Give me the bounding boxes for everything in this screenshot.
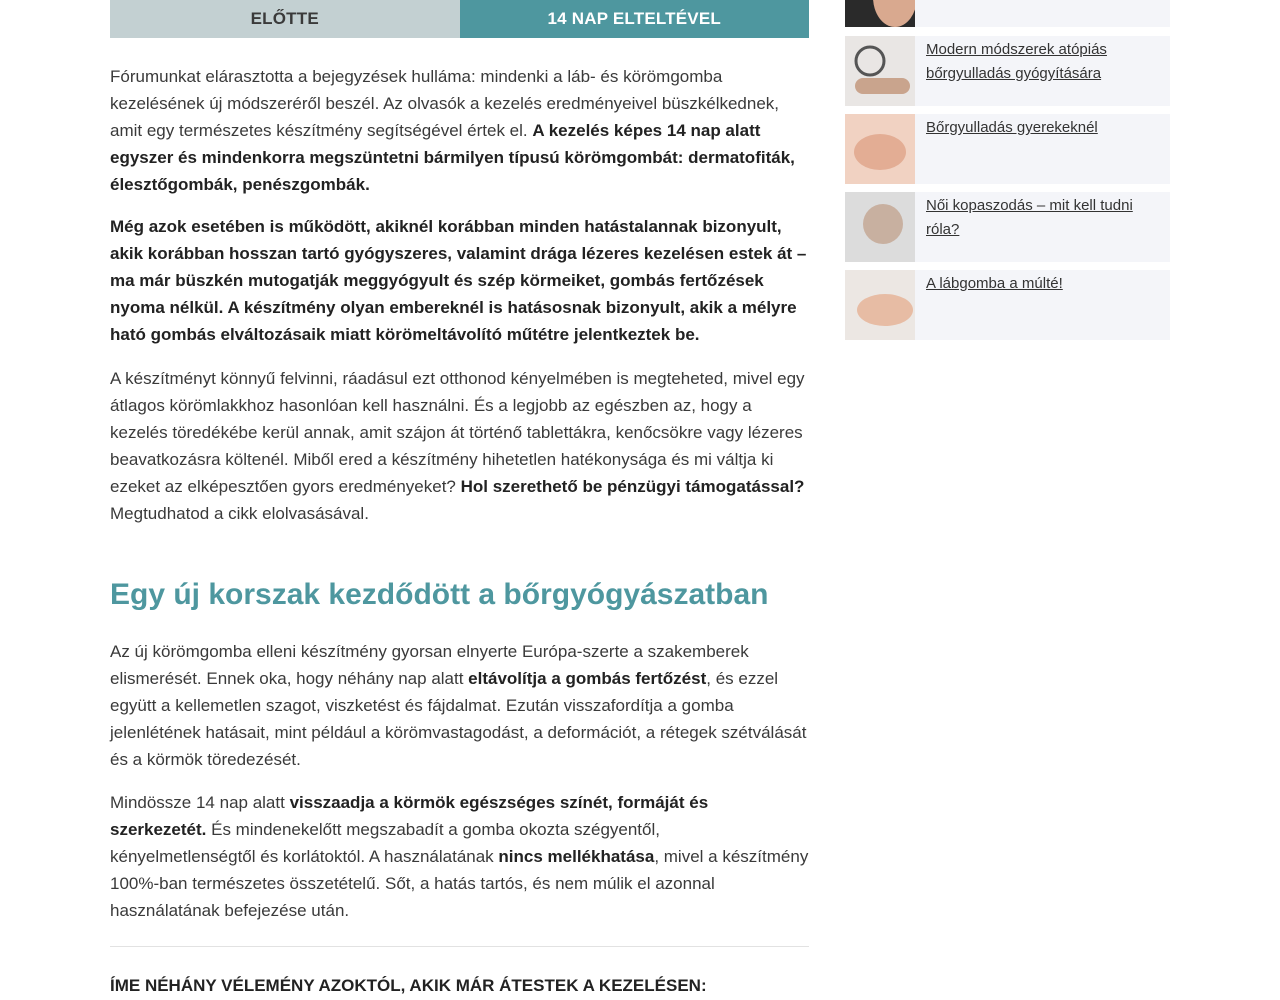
recognition-highlight: eltávolítja a gombás fertőzést — [468, 669, 707, 688]
intro-paragraph — [110, 63, 809, 198]
sidebar-item-2[interactable] — [845, 114, 1170, 184]
thumb-head — [863, 204, 903, 244]
recognition-paragraph — [110, 638, 809, 773]
success-paragraph — [110, 213, 809, 348]
tab-after[interactable]: 14 NAP ELTELTÉVEL — [460, 0, 810, 38]
sidebar-link-2[interactable]: Bőrgyulladás gyerekeknél — [926, 119, 1098, 136]
before-after-tabs — [110, 0, 809, 38]
results-highlight-b: visszaadja a körmök egészséges színét, formáját és szerkezetét. — [110, 793, 709, 839]
recognition-text-a: Az új körömgomba elleni készítmény gyorsan elnyerte Európa-szerte a szakemberek elismerését. Ennek oka, hogy néhány nap alatt — [110, 642, 749, 688]
usage-tail: Megtudhatod a cikk elolvasásával. — [110, 504, 369, 523]
sidebar-item-3[interactable] — [845, 192, 1170, 262]
sidebar-item-4[interactable] — [845, 270, 1170, 340]
usage-text: A készítményt könnyű felvinni, ráadásul ezt otthonod kényelmében is megteheted, mivel egy átlagos körömlakkhoz hasonlóan kell használni. És a legjobb az egészben az, hogy a kezelés töredékébe kerül annak, amit szájon át történő tablettákra, kenőcsökre vagy lézeres beavatkozásra költenél. Miből ered a készítmény hihetetlen hatékonysága és mi váltja ki ezeket az elképesztően gyors eredményeket? — [110, 369, 805, 496]
intro-text: Fórumunkat elárasztotta a bejegyzések hulláma: mindenki a láb- és körömgomba kezelésének új módszeréről beszél. Az olvasók a kezelés eredményeivel büszkélkednek, amit egy természetes készítmény segítségével értek el. — [110, 67, 780, 140]
sidebar-thumb-1[interactable] — [845, 36, 915, 106]
usage-paragraph — [110, 365, 809, 527]
opinions-title: ÍME NÉHÁNY VÉLEMÉNY AZOKTÓL, AKIK MÁR ÁTESTEK A KEZELÉSEN: — [110, 976, 707, 995]
sidebar-thumb-0[interactable] — [845, 0, 915, 27]
sidebar-link-4[interactable]: A lábgomba a múlté! — [926, 275, 1063, 292]
thumb-foot — [857, 294, 913, 326]
thumb-feet — [854, 134, 906, 170]
tab-before[interactable]: ELŐTTE — [110, 0, 460, 38]
sidebar-thumb-3[interactable] — [845, 192, 915, 262]
intro-highlight: A kezelés képes 14 nap alatt egyszer és mindenkorra megszüntetni bármilyen típusú körömgombát: dermatofiták, élesztőgombák, penészgombák. — [110, 121, 795, 194]
sidebar-link-3[interactable]: Női kopaszodás – mit kell tudni róla? — [926, 197, 1133, 238]
section-divider — [110, 946, 809, 947]
results-highlight-d: nincs mellékhatása — [498, 847, 655, 866]
sidebar-link-1[interactable]: Modern módszerek atópiás bőrgyulladás gyógyítására — [926, 41, 1107, 82]
sidebar-item-0[interactable] — [845, 0, 1170, 27]
recognition-text-c: , és ezzel együtt a kellemetlen szagot, viszketést és fájdalmat. Ezután visszafordítja a gomba jelenlétének hatásait, mint például a körömvastagodást, a deformációt, a rétegek szétválását és a körmök töredezését. — [110, 669, 807, 769]
sidebar-item-1[interactable] — [845, 36, 1170, 106]
results-paragraph — [110, 789, 809, 924]
results-text-e: , mivel a készítmény 100%-ban természetes összetételű. Sőt, a hatás tartós, és nem múlik el azonnal használatának befejezése után. — [110, 847, 809, 920]
usage-highlight: Hol szerethető be pénzügyi támogatással? — [460, 477, 805, 496]
article-column — [110, 0, 809, 995]
success-text: Még azok esetében is működött, akiknél korábban minden hatástalannak bizonyult, akik korábban hosszan tartó gyógyszeres, valamint drága lézeres kezelésen estek át – ma már büszkén mutogatják meggyógyult és szép körmeiket, gombás fertőzések nyoma nélkül. A készítmény olyan embereknél is hatásosnak bizonyult, akik a mélyre ható gombás elváltozásaik miatt körömeltávolító műtétre jelentkeztek be. — [110, 217, 807, 344]
results-text-c: És mindenekelőtt megszabadít a gomba okozta szégyentől, kényelmetlenségtől és korlátoktól. A használatának — [110, 820, 660, 866]
sidebar-link-0[interactable] — [915, 0, 1156, 27]
sidebar-thumb-2[interactable] — [845, 114, 915, 184]
sidebar-thumb-4[interactable] — [845, 270, 915, 340]
thumb-arm — [855, 78, 910, 94]
results-text-a: Mindössze 14 nap alatt — [110, 793, 290, 812]
section-heading: Egy új korszak kezdődött a bőrgyógyászatban — [110, 578, 769, 611]
